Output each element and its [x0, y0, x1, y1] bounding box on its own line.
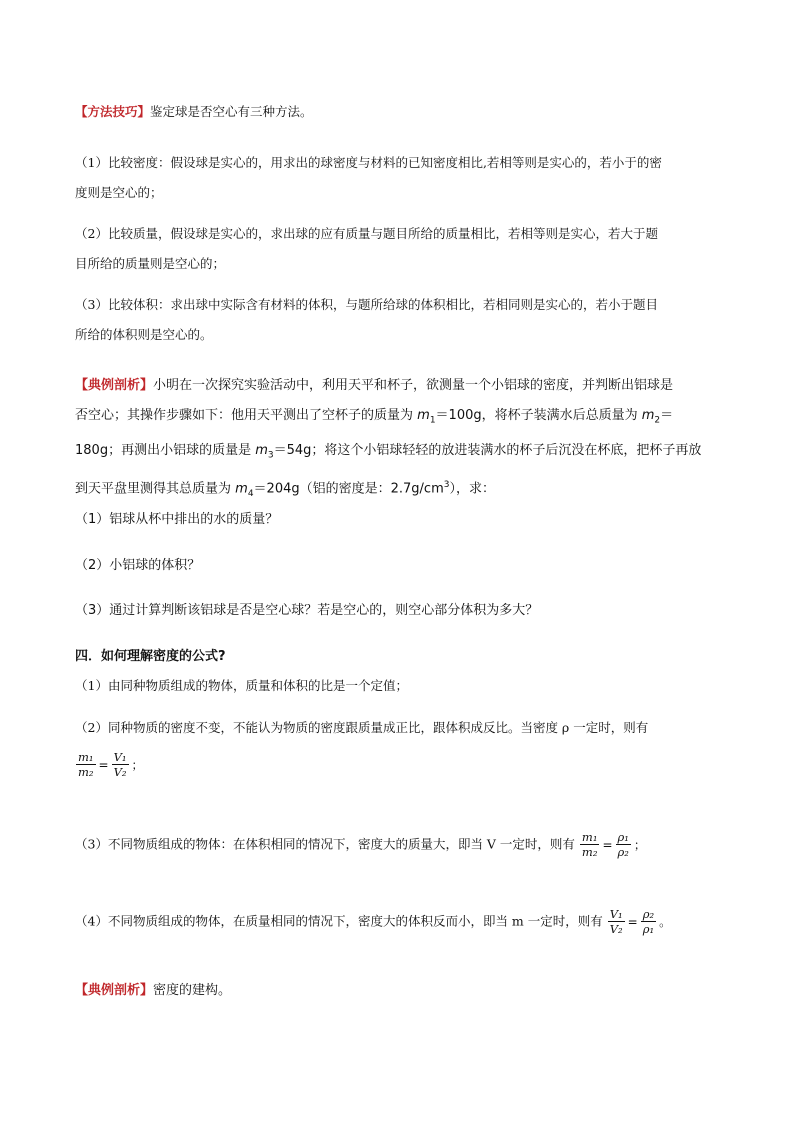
example2-line: 【典例剖析】密度的建构。 [75, 983, 232, 998]
tips-item-1: （1）比较密度：假设球是实心的，用求出的球密度与材料的已知密度相比,若相等则是实心的，若小于的密 度则是空心的； [75, 155, 662, 200]
section4-point-4: （4）不同物质组成的物体，在质量相同的情况下，密度大的体积反而小，即当 m 一定时，则有 $\frac{\text{V₁}}{\text{V₂}}$ = $\frac{\text{ρ₂}}{\text{ρ₁}}$ 。 [75, 907, 672, 936]
question-3: （3）通过计算判断该铝球是否是空心球？若是空心的，则空心部分体积为多大？ [75, 603, 539, 618]
tips-intro: 【方法技巧】鉴定球是否空心有三种方法。 [75, 104, 313, 119]
section-4-heading: 四．如何理解密度的公式? [75, 649, 226, 664]
question-1: （1）铝球从杯中排出的水的质量？ [75, 512, 279, 527]
example1-problem: 【典例剖析】小明在一次探究实验活动中，利用天平和杯子，欲测量一个小铝球的密度，并判断出铝球是 否空心；其操作步骤如下：他用天平测出了空杯子的质量为 $m_1=100g$，将杯子装满水后总质量为 $m_2=$ 180g；再测出小铝球的质量是 $m_3=54g$；将这个小铝球轻轻的放进装满水的杯子后沉没在杯底，把杯子再放 到天平盘里测得其总质量为 $m_4=204g$（铝的密度是：$2.7g/cm^3$），求： [75, 378, 702, 500]
tips-tag: 【方法技巧】 [75, 104, 151, 119]
example1-tag: 【典例剖析】 [75, 378, 154, 393]
section4-point-1: （1）由同种物质组成的物体，质量和体积的比是一个定值； [75, 678, 408, 693]
tips-item-2: （2）比较质量，假设球是实心的，求出球的应有质量与题目所给的质量相比，若相等则是实心，若大于题 目所给的质量则是空心的； [75, 226, 658, 271]
section4-point-3: （3）不同物质组成的物体：在体积相同的情况下，密度大的质量大，即当 V 一定时，则有 $\frac{\text{m₁}}{\text{m₂}}$ = $\frac{\text{ρ₁}}{\text{ρ₂}}$ ； [75, 830, 646, 859]
section4-point-2: （2）同种物质的密度不变，不能认为物质的密度跟质量成正比，跟体积成反比。当密度 ρ 一定时，则有 [75, 720, 649, 735]
example2-tag: 【典例剖析】 [75, 983, 154, 998]
tips-item-3: （3）比较体积：求出球中实际含有材料的体积，与题所给球的体积相比，若相同则是实心的，若小于题目 所给的体积则是空心的。 [75, 297, 658, 342]
question-2: （2）小铝球的体积？ [75, 558, 201, 573]
formula-1: $\frac{\text{m₁}}{\text{m₂}}$ = $\frac{\text{V₁}}{\text{V₂}}$ ； [78, 750, 144, 779]
